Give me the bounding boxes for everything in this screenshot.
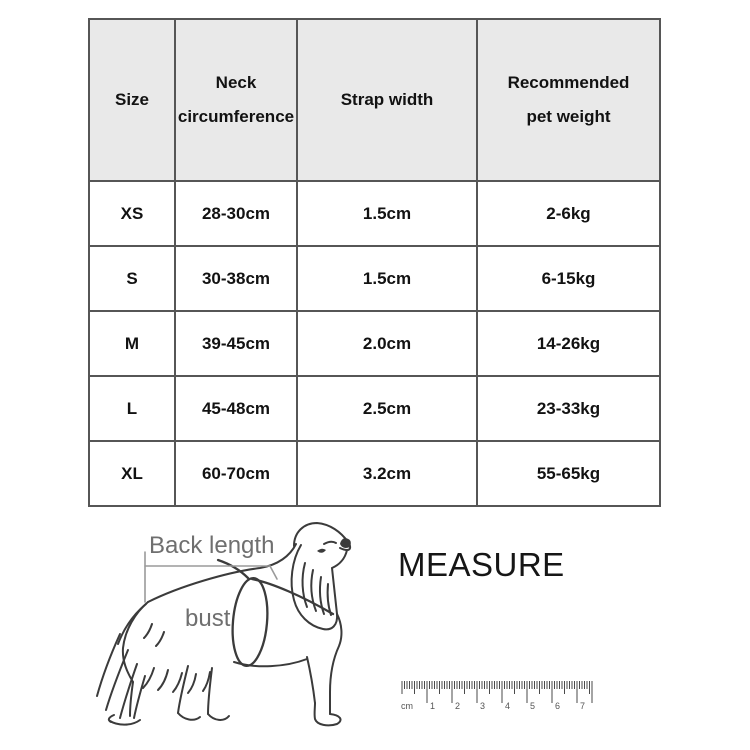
ruler-number: 7 <box>580 701 586 711</box>
cell-strap: 2.5cm <box>297 376 477 441</box>
bust-measure-loop <box>229 577 271 668</box>
size-table-header <box>89 19 660 181</box>
cell-neck: 30-38cm <box>175 246 297 311</box>
dog-fur-stroke <box>158 670 168 690</box>
back-length-label: Back length <box>149 532 275 559</box>
dog-brow-line <box>324 542 336 544</box>
header-pet-weight <box>477 19 660 181</box>
dog-tail-feather <box>134 676 145 718</box>
header-strap-label: Strap width <box>340 90 434 109</box>
table-row-s <box>89 246 660 311</box>
dog-jaw-line <box>332 550 347 568</box>
table-row-l <box>89 376 660 441</box>
header-size <box>89 19 175 181</box>
cell-strap: 1.5cm <box>297 181 477 246</box>
header-weight-label: Recommended pet weight <box>507 73 630 126</box>
measure-title: MEASURE <box>398 546 565 583</box>
dog-fur-stroke <box>188 674 196 693</box>
dog-front-leg-line <box>307 657 315 703</box>
cell-size: L <box>89 376 175 441</box>
ruler-graphic <box>397 678 597 714</box>
dog-nose <box>340 538 351 548</box>
cell-neck: 45-48cm <box>175 376 297 441</box>
cell-size: XL <box>89 441 175 506</box>
dog-rear-paw <box>110 720 140 725</box>
cell-size: XS <box>89 181 175 246</box>
back-length-bracket-right-tick <box>270 566 277 579</box>
header-neck-label: Neck circumference <box>177 73 295 126</box>
ruler-ticks <box>402 681 592 703</box>
size-table <box>88 18 661 507</box>
ruler-number: 3 <box>480 701 486 711</box>
table-row-xs <box>89 181 660 246</box>
cell-neck: 28-30cm <box>175 181 297 246</box>
cell-weight: 14-26kg <box>477 311 660 376</box>
cell-strap: 2.0cm <box>297 311 477 376</box>
ruler-unit-label: cm <box>401 701 413 711</box>
cell-weight: 2-6kg <box>477 181 660 246</box>
bust-label: bust <box>185 605 231 632</box>
ruler-number: 2 <box>455 701 461 711</box>
cell-size: M <box>89 311 175 376</box>
cell-strap: 3.2cm <box>297 441 477 506</box>
cell-neck: 60-70cm <box>175 441 297 506</box>
ruler-number: 4 <box>505 701 511 711</box>
dog-eye <box>317 549 326 553</box>
header-size-label: Size <box>114 90 150 109</box>
ruler-number: 1 <box>430 701 436 711</box>
header-strap-width <box>297 19 477 181</box>
cell-weight: 55-65kg <box>477 441 660 506</box>
cell-strap: 1.5cm <box>297 246 477 311</box>
dog-fur-stroke <box>156 632 164 646</box>
header-neck-circumference <box>175 19 297 181</box>
table-row-m <box>89 311 660 376</box>
dog-mid-paw <box>178 713 200 720</box>
cell-neck: 39-45cm <box>175 311 297 376</box>
dog-mid-paw <box>208 714 229 720</box>
cell-weight: 23-33kg <box>477 376 660 441</box>
header-row <box>89 19 660 181</box>
ruler-number: 5 <box>530 701 536 711</box>
dog-hock-line <box>130 682 133 716</box>
dog-front-paw <box>315 703 341 725</box>
dog-fur-stroke <box>173 673 182 692</box>
dog-ear-outline <box>292 545 338 629</box>
dog-tail-feather <box>97 634 120 696</box>
cell-size: S <box>89 246 175 311</box>
table-row-xl <box>89 441 660 506</box>
cell-weight: 6-15kg <box>477 246 660 311</box>
ruler-number: 6 <box>555 701 561 711</box>
dog-mid-leg-line <box>178 666 188 713</box>
size-table-body <box>89 181 660 506</box>
dog-tail-feather <box>118 604 146 644</box>
dog-fur-stroke <box>144 624 152 638</box>
